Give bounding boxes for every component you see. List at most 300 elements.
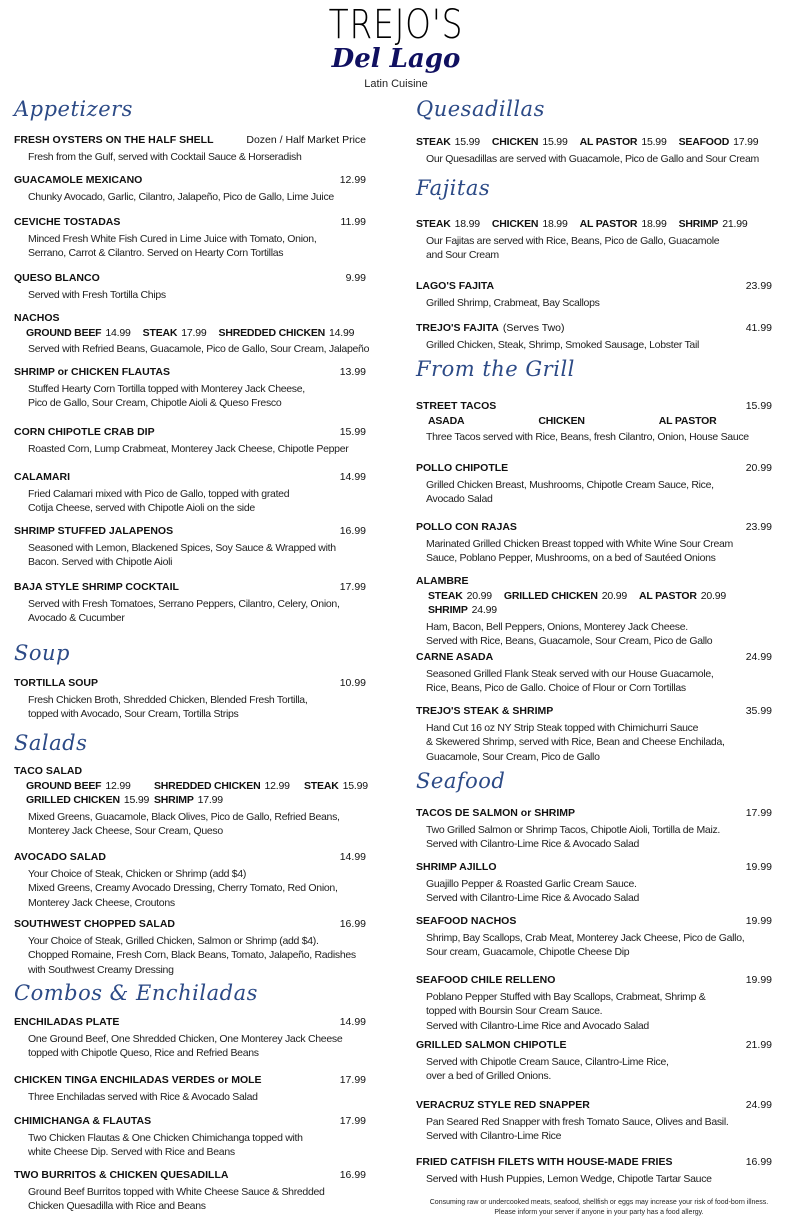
menu-item (14, 524, 366, 570)
item-description (14, 541, 366, 570)
description-line: Shrimp, Bay Scallops, Crab Meat, Monterey Jack Cheese, Pico de Gallo, (426, 931, 745, 944)
item-price: 17.99 (339, 1115, 366, 1127)
menu-item (416, 914, 772, 960)
item-price: 17.99 (339, 581, 366, 593)
item-description (14, 934, 366, 978)
item-description (416, 1055, 772, 1084)
menu-item (416, 806, 772, 852)
item-description (14, 232, 366, 261)
description-line: Served with Cilantro-Lime Rice and Avocado Salad (426, 1019, 649, 1032)
menu-item (14, 425, 366, 456)
description-line: Pan Seared Red Snapper with fresh Tomato Sauce, Olives and Basil. (426, 1115, 729, 1128)
item-name: TACOS DE SALMON or SHRIMP (416, 807, 576, 819)
item-header (416, 1098, 772, 1113)
description-line: Grilled Chicken, Steak, Shrimp, Smoked Sausage, Lobster Tail (426, 338, 700, 351)
option-price: 15.99 (342, 779, 368, 792)
menu-item (14, 580, 366, 626)
item-price: 15.99 (339, 426, 366, 438)
menu-item (14, 1168, 366, 1214)
item-header (416, 704, 772, 719)
option-price: 15.99 (641, 136, 667, 148)
description-line: Our Fajitas are served with Rice, Beans, Pico de Gallo, Guacamole (426, 234, 720, 247)
option-price: 14.99 (105, 326, 131, 339)
option-price: 20.99 (466, 589, 492, 602)
section-heading: Salads (14, 731, 88, 755)
item-name: TORTILLA SOUP (14, 677, 98, 689)
description-line: with Southwest Creamy Dressing (28, 963, 174, 976)
item-name: SEAFOOD NACHOS (416, 915, 517, 927)
description-line: Served with Chipotle Cream Sauce, Cilantro-Lime Rice, (426, 1055, 669, 1068)
item-title (416, 520, 517, 535)
option-label: AL PASTOR (579, 136, 638, 148)
description-line: Chopped Romaine, Fresh Corn, Black Beans, Tomato, Jalapeño, Radishes (28, 949, 356, 961)
logo-title: TREJO'S (328, 2, 464, 48)
menu-item (416, 650, 772, 696)
item-name: CEVICHE TOSTADAS (14, 216, 121, 228)
item-description (416, 296, 772, 311)
item-header (416, 973, 772, 988)
section-heading: Fajitas (416, 176, 491, 200)
description-line: Fresh from the Gulf, served with Cocktail Sauce & Horseradish (28, 150, 302, 163)
item-description (14, 1131, 366, 1160)
item-price: 14.99 (339, 1016, 366, 1028)
option (580, 135, 667, 150)
description-line: Chicken Quesadilla with Rice and Beans (28, 1200, 206, 1212)
option (304, 779, 368, 794)
description-line: Serrano, Carrot & Cilantro. Served on Hearty Corn Tortillas (28, 247, 284, 259)
item-options (14, 326, 366, 341)
item-description (416, 620, 772, 649)
option (154, 793, 304, 808)
item-title (14, 271, 100, 286)
item-title (14, 580, 179, 595)
item-name: TREJO'S STEAK & SHRIMP (416, 705, 554, 717)
item-name: CHICKEN TINGA ENCHILADAS VERDES or MOLE (14, 1074, 262, 1086)
description-line: topped with Boursin Sour Cream Sauce. (426, 1005, 603, 1017)
description-line: Ham, Bacon, Bell Peppers, Onions, Monterey Jack Cheese. (426, 620, 688, 633)
menu-item (14, 365, 366, 411)
option (143, 326, 207, 341)
allergy-disclaimer (419, 1198, 779, 1218)
item-description (14, 693, 366, 722)
menu-item (416, 1155, 772, 1186)
description-line: Fresh Chicken Broth, Shredded Chicken, Blended Fresh Tortilla, (28, 693, 308, 706)
item-description (14, 288, 366, 303)
item-description (14, 382, 366, 411)
item-name: TACO SALAD (14, 765, 83, 777)
option-label: STEAK (416, 218, 451, 230)
item-header (416, 279, 772, 294)
item-name: CHIMICHANGA & FLAUTAS (14, 1115, 152, 1127)
option (26, 779, 154, 794)
logo-tagline: Latin Cuisine (364, 78, 428, 90)
description-line: Seasoned with Lemon, Blackened Spices, Soy Sauce & Wrapped with (28, 541, 336, 554)
description-line: Two Grilled Salmon or Shrimp Tacos, Chipotle Aioli, Tortilla de Maiz. (426, 823, 721, 836)
item-name: CALAMARI (14, 471, 70, 483)
item-header (416, 1155, 772, 1170)
option-label: SEAFOOD (678, 136, 730, 148)
logo-subtitle: Del Lago (331, 44, 461, 74)
item-title (416, 704, 553, 719)
item-title (14, 1114, 151, 1129)
item-options (416, 589, 772, 618)
item-price: 19.99 (745, 861, 772, 873)
item-description (416, 877, 772, 906)
item-title (416, 806, 575, 821)
description-line: topped with Chipotle Queso, Rice and Refried Beans (28, 1047, 259, 1059)
item-header (416, 461, 772, 476)
menu-item (416, 1038, 772, 1084)
option-price: 20.99 (700, 589, 726, 602)
option (492, 135, 568, 150)
item-price: 14.99 (339, 471, 366, 483)
description-line: Poblano Pepper Stuffed with Bay Scallops, Crabmeat, Shrimp & (426, 990, 706, 1003)
item-title (416, 860, 497, 875)
item-header (14, 676, 366, 691)
disclaimer-line: Please inform your server if anyone in your party has a food allergy. (494, 1209, 704, 1216)
description-line: Hand Cut 16 oz NY Strip Steak topped with Chimichurri Sauce (426, 721, 699, 734)
section-heading: Seafood (416, 769, 506, 793)
item-name: CARNE ASADA (416, 651, 494, 663)
item-title (14, 764, 82, 779)
item-description (14, 487, 366, 516)
menu-item (416, 279, 772, 310)
item-header (14, 524, 366, 539)
menu-item (14, 917, 366, 977)
item-note: (Serves Two) (502, 322, 565, 334)
menu-item (416, 461, 772, 507)
item-price: 16.99 (745, 1156, 772, 1168)
description-line: Avocado Salad (426, 493, 493, 505)
option-label: SHREDDED CHICKEN (154, 779, 261, 792)
item-header (416, 860, 772, 875)
option-label: SHRIMP (428, 604, 468, 616)
item-name: POLLO CHIPOTLE (416, 462, 509, 474)
option-label: SHRIMP (154, 794, 194, 806)
option-label: CHICKEN (538, 414, 585, 427)
item-header (14, 133, 366, 148)
menu-item (14, 215, 366, 261)
item-options (416, 217, 772, 232)
item-header (14, 917, 366, 932)
item-name: VERACRUZ STYLE RED SNAPPER (416, 1099, 590, 1111)
option-price: 24.99 (471, 604, 497, 616)
option (219, 326, 355, 341)
item-title (14, 365, 170, 380)
item-name: SEAFOOD CHILE RELLENO (416, 974, 556, 986)
item-header (14, 1073, 366, 1088)
item-price: 11.99 (340, 216, 366, 228)
section-heading: Soup (14, 641, 70, 665)
item-description (416, 990, 772, 1034)
item-header (14, 580, 366, 595)
description-line: Guacamole, Sour Cream, Pico de Gallo (426, 750, 600, 763)
item-options (416, 135, 772, 150)
option-price: 17.99 (181, 326, 207, 339)
option-price: 18.99 (454, 218, 480, 230)
menu-item (416, 520, 772, 566)
option-label: AL PASTOR (639, 589, 697, 602)
item-name: SHRIMP or CHICKEN FLAUTAS (14, 366, 170, 378)
option-label: STEAK (416, 136, 451, 148)
item-price: 16.99 (339, 525, 366, 537)
description-line: Served with Hush Puppies, Lemon Wedge, Chipotle Tartar Sauce (426, 1172, 712, 1185)
item-price: 16.99 (339, 918, 366, 930)
item-title (14, 917, 175, 932)
description-line: Served with Fresh Tortilla Chips (28, 288, 166, 301)
option-price: 14.99 (329, 326, 355, 339)
menu-item (14, 1114, 366, 1160)
description-line: Served with Cilantro-Lime Rice & Avocado Salad (426, 892, 640, 904)
item-header (14, 470, 366, 485)
option (154, 779, 304, 794)
item-header (14, 311, 366, 326)
item-options (14, 779, 366, 808)
description-line: Chunky Avocado, Garlic, Cilantro, Jalapeño, Pico de Gallo, Lime Juice (28, 190, 334, 203)
option-price: 18.99 (542, 218, 568, 230)
item-title (14, 524, 173, 539)
item-price: 35.99 (745, 705, 772, 717)
description-line: Grilled Chicken Breast, Mushrooms, Chipotle Cream Sauce, Rice, (426, 478, 714, 491)
item-header (14, 173, 366, 188)
item-title (416, 279, 494, 294)
description-line: Monterey Jack Cheese, Sour Cream, Queso (28, 825, 223, 837)
option-label: CHICKEN (491, 218, 539, 230)
item-header (14, 215, 366, 230)
item-description (416, 823, 772, 852)
item-price: 24.99 (745, 1099, 772, 1111)
item-price: 23.99 (745, 521, 772, 533)
item-description (416, 667, 772, 696)
item-description (416, 1115, 772, 1144)
option (580, 217, 667, 232)
option-price: 18.99 (641, 218, 667, 230)
item-header (14, 271, 366, 286)
item-title (416, 399, 496, 414)
description-line: Pico de Gallo, Sour Cream, Chipotle Aioli & Queso Fresco (28, 397, 282, 409)
option (416, 217, 480, 232)
item-header (14, 425, 366, 440)
item-name: ENCHILADAS PLATE (14, 1016, 120, 1028)
option-label: SHREDDED CHICKEN (218, 326, 326, 339)
item-title (14, 215, 120, 230)
item-name: LAGO'S FAJITA (416, 280, 495, 292)
menu-item (416, 135, 772, 166)
description-line: Three Enchiladas served with Rice & Avocado Salad (28, 1090, 258, 1103)
description-line: Bacon. Served with Chipotle Aioli (28, 556, 173, 568)
option-label: STEAK (304, 779, 339, 792)
option-label: STEAK (428, 589, 463, 602)
item-title (416, 1098, 590, 1113)
item-price: 21.99 (745, 1039, 772, 1051)
item-name: QUESO BLANCO (14, 272, 100, 284)
item-name: GRILLED SALMON CHIPOTLE (416, 1039, 567, 1051)
item-title (416, 914, 516, 929)
description-line: topped with Avocado, Sour Cream, Tortilla Strips (28, 708, 239, 720)
item-price: 10.99 (339, 677, 366, 689)
menu-item (14, 173, 366, 204)
item-price: 15.99 (745, 400, 772, 412)
option-price: 15.99 (542, 136, 568, 148)
menu-item (14, 764, 366, 839)
item-header (416, 574, 772, 589)
item-description (416, 430, 772, 445)
option (492, 217, 568, 232)
item-name: STREET TACOS (416, 400, 497, 412)
option (26, 326, 131, 341)
description-line: white Cheese Dip. Served with Rice and Beans (28, 1146, 235, 1158)
description-line: Rice, Beans, Pico de Gallo. Choice of Flour or Corn Tortillas (426, 682, 686, 694)
option-price: 21.99 (722, 218, 748, 230)
description-line: & Skewered Shrimp, served with Rice, Bean and Cheese Enchilada, (426, 736, 725, 748)
item-description (14, 1032, 366, 1061)
description-line: Monterey Jack Cheese, Croutons (28, 896, 175, 909)
item-title (14, 311, 60, 326)
item-title (416, 1038, 567, 1053)
item-price: 16.99 (339, 1169, 366, 1181)
menu-item (416, 399, 772, 445)
item-name: CORN CHIPOTLE CRAB DIP (14, 426, 155, 438)
item-price: Dozen / Half Market Price (246, 134, 366, 146)
item-header (14, 365, 366, 380)
item-description (14, 442, 366, 457)
description-line: Stuffed Hearty Corn Tortilla topped with Monterey Jack Cheese, (28, 382, 305, 395)
option-price: 20.99 (601, 589, 627, 602)
menu-item (14, 1073, 366, 1104)
menu-item (14, 311, 370, 357)
item-header (14, 1168, 366, 1183)
option-price: 17.99 (197, 794, 223, 806)
option-label: ASADA (428, 414, 465, 427)
item-price: 14.99 (339, 851, 366, 863)
item-price: 19.99 (745, 974, 772, 986)
option (428, 414, 468, 429)
item-title (14, 173, 142, 188)
option (504, 589, 627, 604)
item-description (416, 234, 772, 263)
option-label: AL PASTOR (579, 218, 638, 230)
item-description (416, 537, 772, 566)
description-line: Minced Fresh White Fish Cured in Lime Juice with Tomato, Onion, (28, 232, 317, 245)
option (679, 217, 748, 232)
item-title (14, 1015, 119, 1030)
option-label: GROUND BEEF (26, 326, 102, 339)
description-line: One Ground Beef, One Shredded Chicken, One Monterey Jack Cheese (28, 1032, 343, 1045)
item-header (416, 1038, 772, 1053)
item-title (14, 470, 70, 485)
item-title (14, 1073, 262, 1088)
description-line: and Sour Cream (426, 249, 499, 261)
item-price: 23.99 (745, 280, 772, 292)
description-line: Mixed Greens, Guacamole, Black Olives, Pico de Gallo, Refried Beans, (28, 810, 340, 823)
item-title (416, 973, 555, 988)
option (428, 589, 492, 604)
option-label: CHICKEN (491, 136, 539, 148)
description-line: over a bed of Grilled Onions. (426, 1070, 551, 1082)
description-line: Three Tacos served with Rice, Beans, fresh Cilantro, Onion, House Sauce (426, 431, 749, 443)
menu-item (14, 470, 366, 516)
item-description (416, 338, 772, 353)
item-header (14, 1015, 366, 1030)
description-line: Served with Refried Beans, Guacamole, Pico de Gallo, Sour Cream, Jalapeño (28, 343, 370, 355)
item-description (14, 867, 366, 911)
description-line: Served with Fresh Tomatoes, Serrano Peppers, Cilantro, Celery, Onion, (28, 597, 340, 610)
description-line: Guajillo Pepper & Roasted Garlic Cream Sauce. (426, 877, 637, 890)
item-header (416, 650, 772, 665)
description-line: Ground Beef Burritos topped with White Cheese Sauce & Shredded (28, 1185, 325, 1198)
item-title (14, 1168, 228, 1183)
item-name: BAJA STYLE SHRIMP COCKTAIL (14, 581, 179, 593)
item-name: POLLO CON RAJAS (416, 521, 517, 533)
description-line: Sour cream, Guacamole, Chipotle Cheese Dip (426, 946, 630, 958)
option (416, 135, 480, 150)
item-price: 17.99 (339, 1074, 366, 1086)
item-description (416, 478, 772, 507)
item-header (416, 520, 772, 535)
menu-item (14, 271, 366, 302)
item-description (14, 597, 366, 626)
item-name: TWO BURRITOS & CHICKEN QUESADILLA (14, 1169, 229, 1181)
option (538, 414, 588, 429)
item-title (14, 133, 214, 148)
description-line: Seasoned Grilled Flank Steak served with our House Guacamole, (426, 667, 714, 680)
item-title (416, 574, 469, 589)
item-name: FRESH OYSTERS ON THE HALF SHELL (14, 134, 214, 146)
option-price: 15.99 (454, 136, 480, 148)
item-title (416, 650, 493, 665)
item-description (416, 1172, 772, 1187)
item-header (416, 399, 772, 414)
item-options (416, 414, 772, 429)
option-label: STEAK (142, 326, 178, 339)
menu-item (14, 133, 366, 164)
item-header (14, 1114, 366, 1129)
item-price: 41.99 (745, 322, 772, 334)
item-price: 19.99 (745, 915, 772, 927)
option-label: AL PASTOR (658, 414, 717, 427)
description-line: Two Chicken Flautas & One Chicken Chimichanga topped with (28, 1131, 303, 1144)
item-description (14, 1185, 366, 1214)
item-price: 13.99 (339, 366, 366, 378)
menu-item (14, 1015, 366, 1061)
option-label: GROUND BEEF (26, 779, 102, 792)
disclaimer-line: Consuming raw or undercooked meats, seafood, shellfish or eggs may increase your risk of food-born illness. (429, 1199, 769, 1206)
section-heading: Combos & Enchiladas (14, 981, 258, 1005)
item-title (14, 850, 106, 865)
menu-item (14, 676, 366, 722)
item-header (416, 806, 772, 821)
item-header (416, 914, 772, 929)
item-name: AVOCADO SALAD (14, 851, 106, 863)
option (679, 135, 759, 150)
description-line: Served with Rice, Beans, Guacamole, Sour Cream, Pico de Gallo (426, 635, 713, 647)
section-heading: Appetizers (14, 97, 133, 121)
item-name: NACHOS (14, 312, 60, 324)
item-name: SOUTHWEST CHOPPED SALAD (14, 918, 176, 930)
item-title (416, 321, 565, 336)
section-heading: From the Grill (416, 357, 575, 381)
item-description (14, 342, 370, 357)
item-description (14, 1090, 366, 1105)
item-name: SHRIMP AJILLO (416, 861, 497, 873)
menu-item (416, 860, 772, 906)
option (428, 603, 497, 618)
option-label: SHRIMP (678, 218, 719, 230)
description-line: Served with Cilantro-Lime Rice (426, 1130, 562, 1142)
description-line: Roasted Corn, Lump Crabmeat, Monterey Jack Cheese, Chipotle Pepper (28, 442, 349, 455)
description-line: Cotija Cheese, served with Chipotle Aioli on the side (28, 502, 255, 514)
description-line: Your Choice of Steak, Chicken or Shrimp (add $4) (28, 867, 247, 880)
